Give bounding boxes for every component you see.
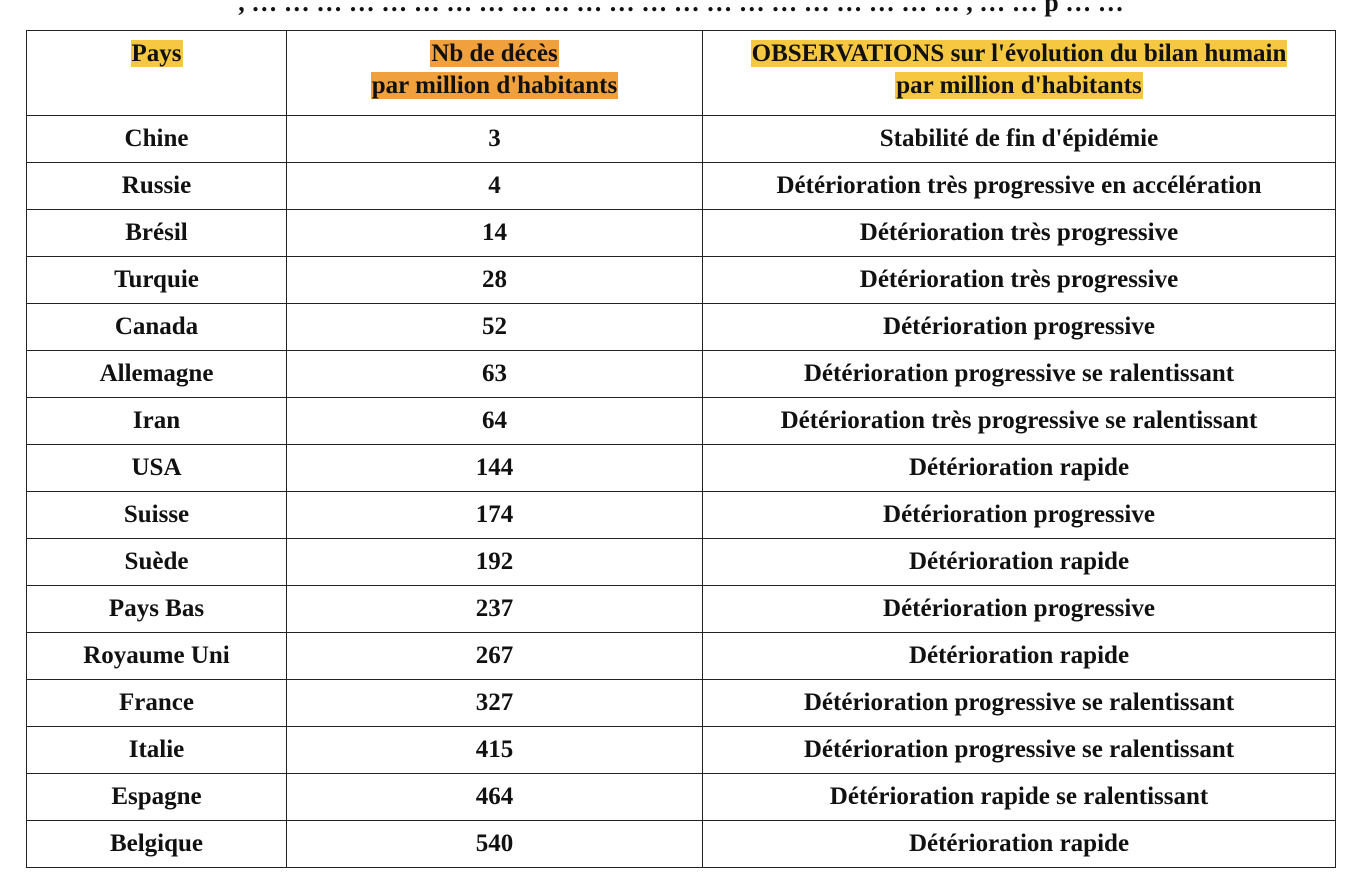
table-row xyxy=(27,257,1336,304)
table-row xyxy=(27,633,1336,680)
header-observations xyxy=(703,31,1336,116)
cell-observation: Détérioration très progressive en accélération xyxy=(703,163,1336,210)
cell-observation: Détérioration progressive xyxy=(703,586,1336,633)
cell-deces: 237 xyxy=(287,586,703,633)
table-row xyxy=(27,398,1336,445)
cell-deces: 415 xyxy=(287,727,703,774)
table-row xyxy=(27,445,1336,492)
cell-pays: Suisse xyxy=(27,492,287,539)
table-row xyxy=(27,680,1336,727)
deaths-per-million-table xyxy=(26,30,1336,868)
table-row xyxy=(27,304,1336,351)
cell-observation: Détérioration progressive xyxy=(703,304,1336,351)
cell-pays: Belgique xyxy=(27,821,287,868)
table-row xyxy=(27,539,1336,586)
cell-pays: Espagne xyxy=(27,774,287,821)
cell-pays: France xyxy=(27,680,287,727)
table-row xyxy=(27,821,1336,868)
header-pays-label: Pays xyxy=(131,40,182,67)
cell-deces: 4 xyxy=(287,163,703,210)
cell-observation: Détérioration progressive se ralentissant xyxy=(703,727,1336,774)
table-header-row xyxy=(27,31,1336,116)
table-row xyxy=(27,210,1336,257)
cell-deces: 540 xyxy=(287,821,703,868)
cell-deces: 14 xyxy=(287,210,703,257)
cell-observation: Détérioration rapide xyxy=(703,445,1336,492)
header-deces-line2: par million d'habitants xyxy=(371,72,618,99)
cell-deces: 464 xyxy=(287,774,703,821)
cell-deces: 63 xyxy=(287,351,703,398)
cell-observation: Détérioration progressive xyxy=(703,492,1336,539)
cell-pays: Chine xyxy=(27,116,287,163)
table-row xyxy=(27,774,1336,821)
table-row xyxy=(27,351,1336,398)
cell-pays: Pays Bas xyxy=(27,586,287,633)
header-deces xyxy=(287,31,703,116)
cell-deces: 267 xyxy=(287,633,703,680)
cell-pays: Iran xyxy=(27,398,287,445)
cell-deces: 64 xyxy=(287,398,703,445)
table-body xyxy=(27,116,1336,868)
cell-observation: Stabilité de fin d'épidémie xyxy=(703,116,1336,163)
clipped-heading-text: , … … … … … … … … … … … … … … … … … … … … … … , … … p … … xyxy=(238,0,1124,17)
cell-deces: 327 xyxy=(287,680,703,727)
table-row xyxy=(27,116,1336,163)
table-row xyxy=(27,163,1336,210)
cell-deces: 3 xyxy=(287,116,703,163)
header-observations-line2: par million d'habitants xyxy=(896,72,1142,99)
cell-observation: Détérioration progressive se ralentissant xyxy=(703,351,1336,398)
cell-pays: Allemagne xyxy=(27,351,287,398)
header-observations-line1: OBSERVATIONS sur l'évolution du bilan humain xyxy=(751,40,1287,67)
cell-pays: Suède xyxy=(27,539,287,586)
cell-deces: 28 xyxy=(287,257,703,304)
cell-pays: Turquie xyxy=(27,257,287,304)
cell-pays: Royaume Uni xyxy=(27,633,287,680)
cell-deces: 192 xyxy=(287,539,703,586)
cell-deces: 52 xyxy=(287,304,703,351)
cell-observation: Détérioration très progressive xyxy=(703,210,1336,257)
cell-observation: Détérioration rapide se ralentissant xyxy=(703,774,1336,821)
cell-observation: Détérioration rapide xyxy=(703,821,1336,868)
cell-observation: Détérioration rapide xyxy=(703,633,1336,680)
cell-observation: Détérioration rapide xyxy=(703,539,1336,586)
cell-observation: Détérioration très progressive xyxy=(703,257,1336,304)
cell-observation: Détérioration progressive se ralentissant xyxy=(703,680,1336,727)
header-pays xyxy=(27,31,287,116)
table-row xyxy=(27,727,1336,774)
table-row xyxy=(27,586,1336,633)
cell-pays: Canada xyxy=(27,304,287,351)
cell-pays: Russie xyxy=(27,163,287,210)
cell-observation: Détérioration très progressive se ralentissant xyxy=(703,398,1336,445)
cell-pays: Brésil xyxy=(27,210,287,257)
cell-deces: 144 xyxy=(287,445,703,492)
cell-pays: USA xyxy=(27,445,287,492)
header-deces-line1: Nb de décès xyxy=(431,40,558,67)
cell-deces: 174 xyxy=(287,492,703,539)
table-row xyxy=(27,492,1336,539)
cell-pays: Italie xyxy=(27,727,287,774)
